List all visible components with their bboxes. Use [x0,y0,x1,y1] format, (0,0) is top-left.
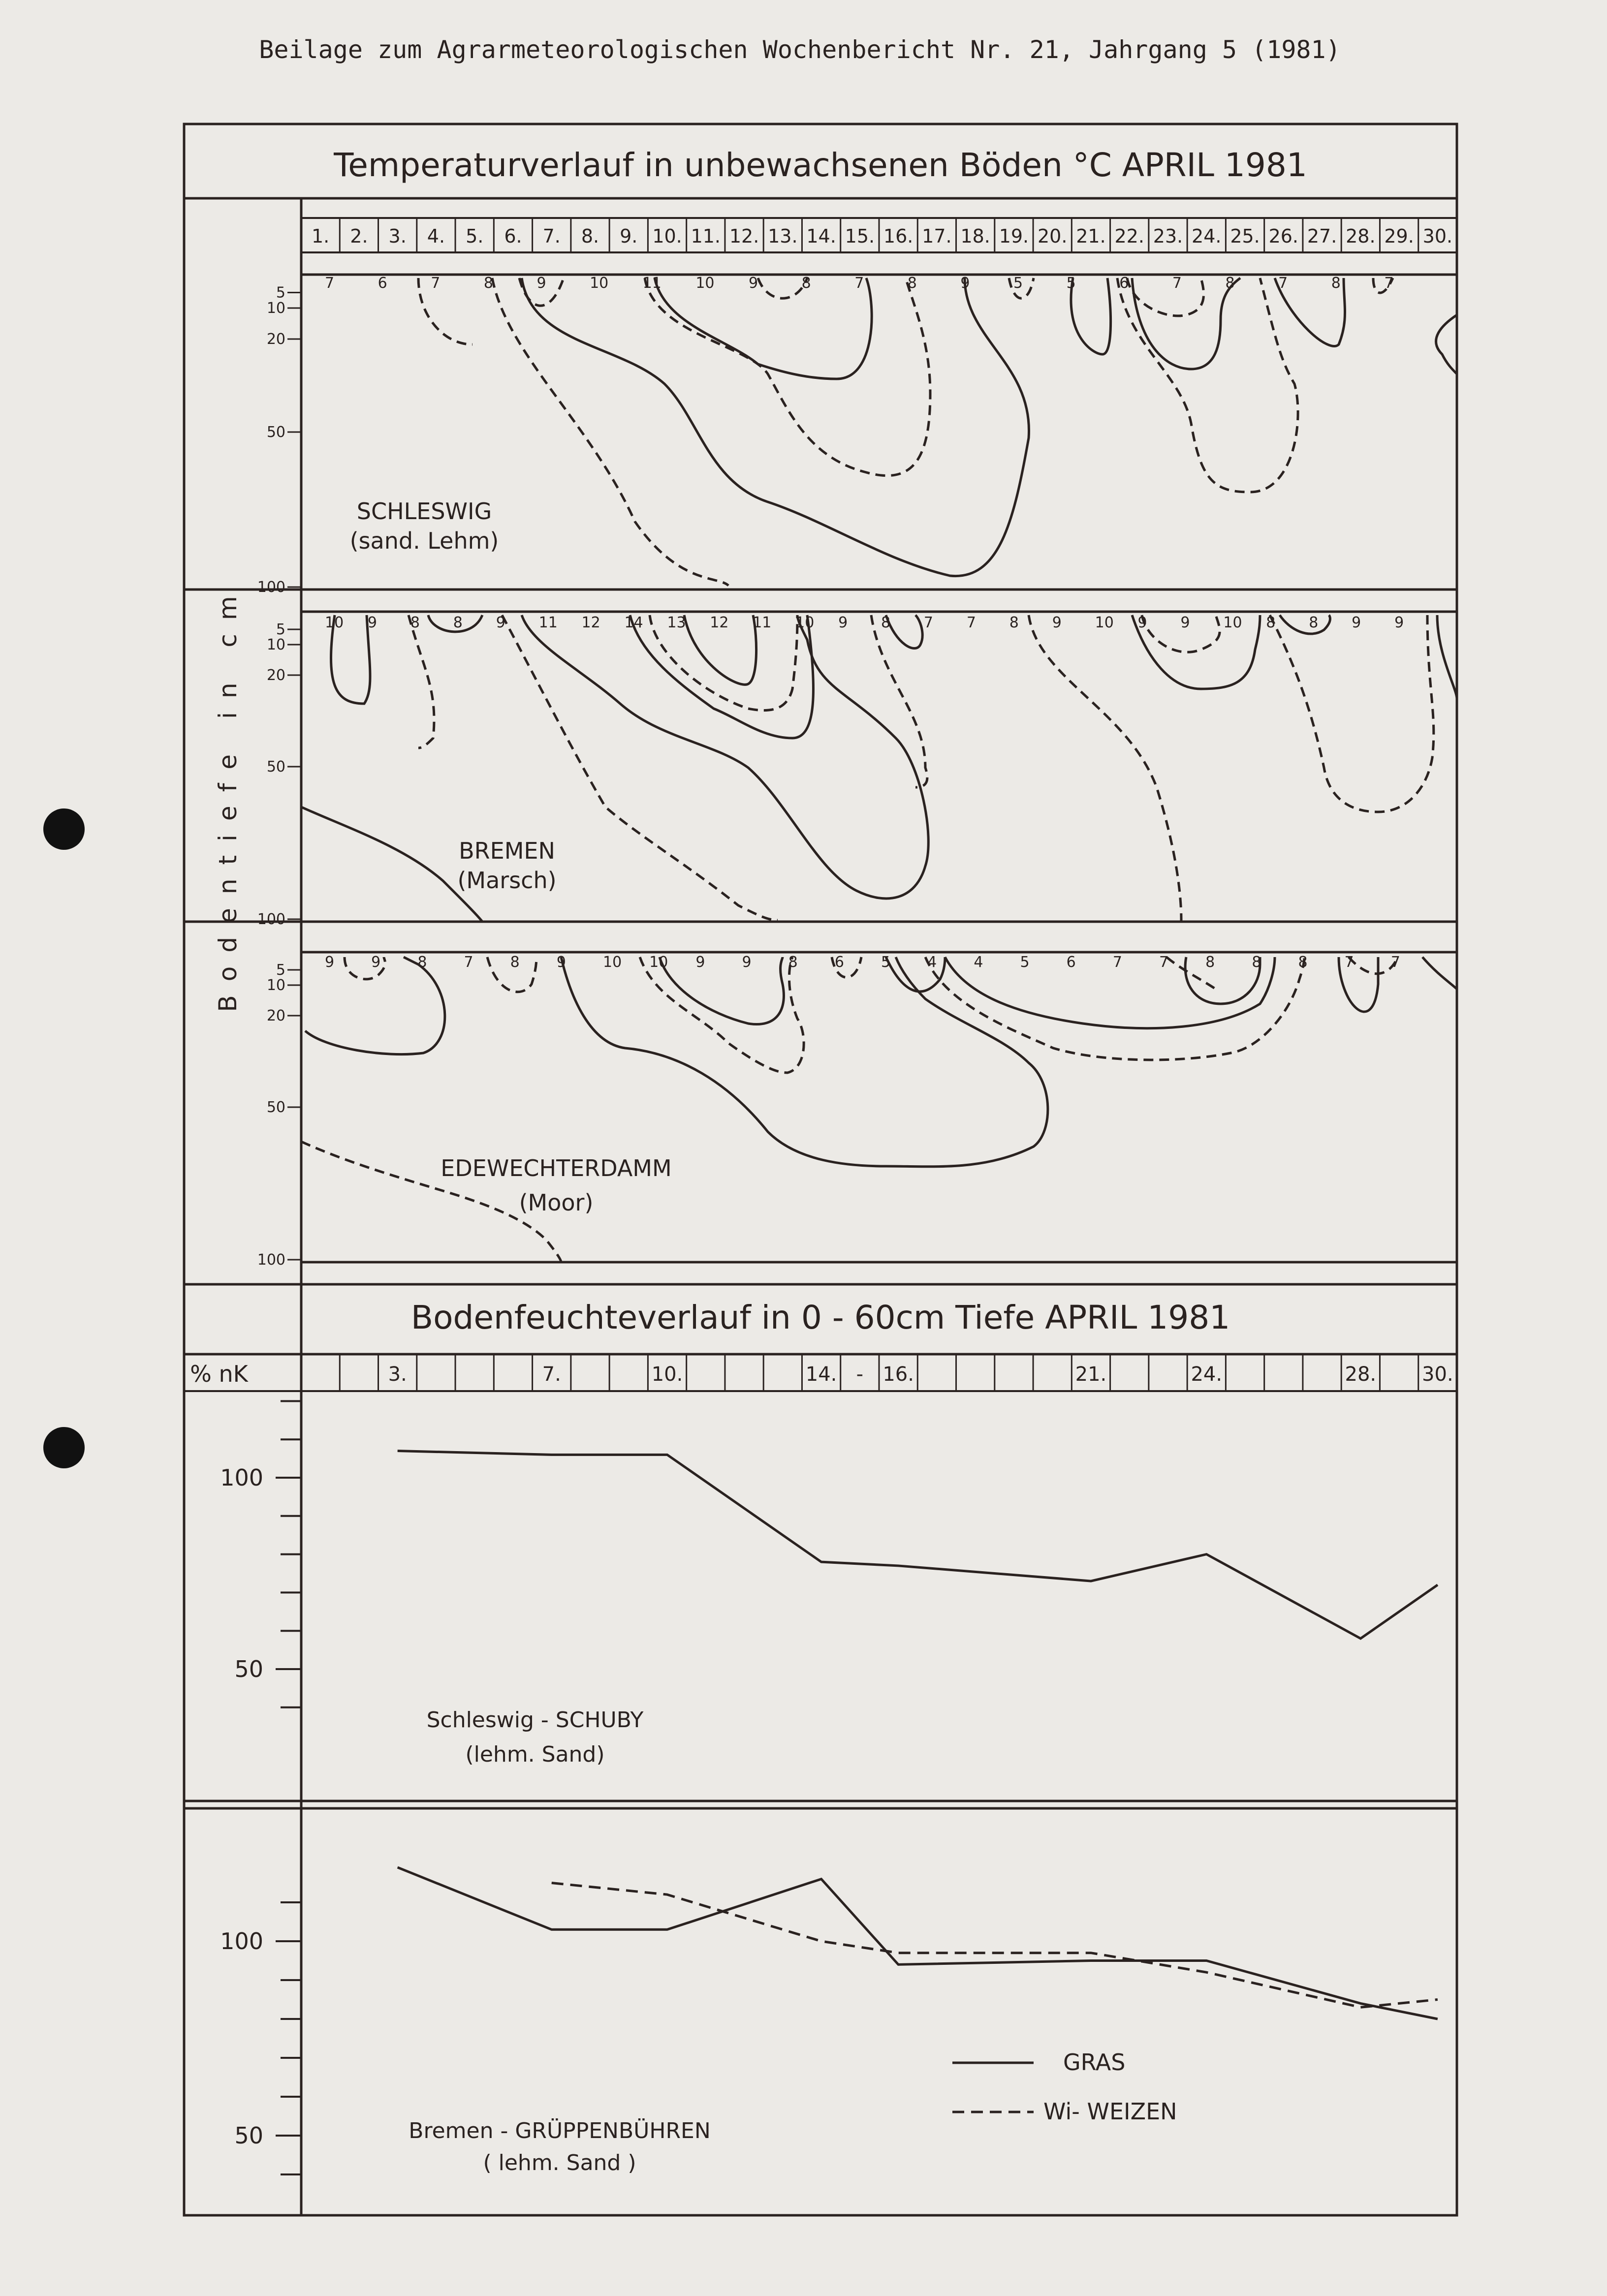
day-label: 20. [1038,225,1067,247]
isotherm-value-label: 8 [410,614,420,631]
depth-tick-label: 10 [267,300,285,317]
day-label: 25. [1230,225,1260,247]
isotherm-value-label: 7 [464,954,473,971]
depth-tick-label: 20 [267,331,285,348]
legend-solid-label: GRAS [1063,2049,1125,2076]
isotherm-value-label: 7 [1345,954,1354,971]
day-label: 7. [543,225,561,247]
moisture-title: Bodenfeuchteverlauf in 0 - 60cm Tiefe APRIL 1981 [411,1299,1230,1336]
depth-ticks [257,284,301,1269]
isotherm-value-label: 10 [795,614,814,631]
isotherm-value-label: 8 [908,275,917,292]
isotherm-value-label: 5 [1013,275,1023,292]
isotherm-value-label: 9 [749,275,758,292]
isotherm-value-label: 10 [695,275,714,292]
isotherm-value-label: 8 [1252,954,1261,971]
day-label: 9. [620,225,637,247]
isotherm-value-label: 9 [1352,614,1361,631]
isotherm-value-label: 8 [1205,954,1215,971]
isotherm-value-label: 9 [695,954,705,971]
isotherm-value-label: 7 [924,614,933,631]
depth-tick-label: 10 [267,977,285,994]
isotherm-value-label: 6 [1119,275,1129,292]
isotherm-value-label: 9 [742,954,752,971]
day-label: 12. [729,225,759,247]
moisture-day-label: 10. [652,1363,683,1386]
isotherm-value-label: 13 [667,614,686,631]
day-label: 14. [806,225,836,247]
isotherm-value-label: 6 [835,954,844,971]
panel-station-name: SCHLESWIG [357,498,492,525]
panel-station-name: BREMEN [459,838,555,864]
moisture-plot-bremen [220,1867,1438,2174]
depth-tick-label: 50 [267,424,285,441]
punch-hole [43,808,85,850]
day-label: 10. [652,225,682,247]
moisture-plot-schleswig [220,1401,1438,1707]
isotherm-value-label: 4 [927,954,937,971]
panel-soil-type: (Moor) [519,1189,594,1216]
y-tick-label: 50 [234,2122,263,2149]
moisture-day-label: 30. [1422,1363,1453,1386]
depth-tick-label: 5 [276,284,285,302]
day-label: 22. [1115,225,1144,247]
day-labels [312,218,1452,252]
moisture-day-label: - [856,1363,863,1386]
day-label: 4. [427,225,445,247]
panel-edewechterdamm [301,952,1457,1262]
isotherm-value-label: 10 [649,954,668,971]
panel-soil-type: (sand. Lehm) [350,527,499,554]
depth-tick-label: 50 [267,1099,285,1116]
day-label: 15. [845,225,875,247]
isotherm-value-label: 9 [557,954,566,971]
day-label: 27. [1307,225,1337,247]
isotherm-value-label: 8 [1009,614,1019,631]
station-name: Schleswig - SCHUBY [427,1707,644,1733]
moisture-day-label: 28. [1345,1363,1377,1386]
isotherm-value-label: 8 [1266,614,1275,631]
isotherm-value-label: 11 [539,614,558,631]
soil-type: (lehm. Sand) [465,1742,604,1767]
moisture-day-label: 16. [882,1363,914,1386]
isotherm-value-label: 7 [1384,275,1393,292]
isotherm-value-label: 7 [1159,954,1168,971]
isotherm-value-label: 10 [1223,614,1242,631]
isotherm-contours [301,278,1457,1262]
punch-hole [43,1427,85,1468]
isotherm-value-label: 8 [881,614,890,631]
isotherm-value-label: 8 [1226,275,1235,292]
isotherm-value-label: 12 [710,614,728,631]
depth-tick-label: 100 [257,1251,285,1269]
y-tick-label: 100 [220,1464,263,1491]
isotherm-value-label: 6 [1067,954,1076,971]
report-header: Beilage zum Agrarmeteorologischen Wochenbericht Nr. 21, Jahrgang 5 (1981) [259,35,1341,64]
isotherm-value-label: 8 [1331,275,1341,292]
moisture-day-label: 7. [542,1363,561,1386]
day-label: 11. [691,225,721,247]
moisture-day-label: 3. [388,1363,407,1386]
isotherm-value-label: 7 [1172,275,1182,292]
day-label: 2. [350,225,368,247]
isotherm-value-label: 9 [960,275,970,292]
isotherm-value-label: 9 [838,614,848,631]
day-label: 24. [1192,225,1221,247]
day-label: 30. [1423,225,1452,247]
series-line-gras [398,1867,1438,2019]
isotherm-value-label: 6 [378,275,387,292]
isotherm-value-label: 7 [431,275,440,292]
isotherm-value-label: 9 [371,954,380,971]
depth-tick-label: 20 [267,1007,285,1024]
isotherm-value-label: 8 [1309,614,1318,631]
isotherm-value-label: 7 [1391,954,1400,971]
isotherm-value-label: 9 [1394,614,1404,631]
panel-soil-type: (Marsch) [457,867,556,894]
day-label: 5. [466,225,483,247]
isotherm-value-label: 8 [1298,954,1308,971]
isotherm-value-label: 5 [1020,954,1030,971]
isotherm-value-label: 9 [496,614,505,631]
isotherm-value-label: 11 [643,275,662,292]
isotherm-value-label: 8 [510,954,520,971]
isotherm-value-label: 9 [1138,614,1147,631]
isotherm-value-label: 4 [974,954,983,971]
isotherm-value-label: 9 [1052,614,1062,631]
isotherm-value-label: 7 [325,275,334,292]
isotherm-value-label: 12 [582,614,600,631]
day-label: 13. [768,225,797,247]
isotherm-value-label: 7 [1113,954,1122,971]
isotherm-value-label: 7 [967,614,976,631]
isotherm-value-label: 11 [753,614,771,631]
day-label: 23. [1153,225,1183,247]
isotherm-value-label: 9 [325,954,334,971]
day-label: 29. [1384,225,1414,247]
series-line-gras [398,1451,1438,1639]
temperature-title: Temperaturverlauf in unbewachsenen Böden °C APRIL 1981 [333,146,1307,184]
isotherm-value-label: 5 [1067,275,1076,292]
isotherm-value-label: 7 [1278,275,1288,292]
temperature-panel-labels [325,275,1404,1216]
day-label: 17. [922,225,951,247]
depth-tick-label: 20 [267,667,285,684]
depth-tick-label: 100 [257,579,285,596]
depth-tick-label: 50 [267,758,285,776]
isotherm-value-label: 9 [1180,614,1190,631]
isotherm-value-label: 5 [881,954,890,971]
depth-tick-label: 100 [257,911,285,928]
day-label: 28. [1346,225,1375,247]
moisture-day-label: 21. [1075,1363,1107,1386]
depth-tick-label: 5 [276,621,285,638]
isotherm-value-label: 10 [1095,614,1114,631]
soil-type: ( lehm. Sand ) [483,2150,636,2175]
isotherm-value-label: 7 [854,275,864,292]
y-tick-label: 100 [220,1928,263,1955]
y-tick-label: 50 [234,1656,263,1682]
legend-dashed-label: Wi- WEIZEN [1043,2098,1177,2125]
unit-label: % nK [190,1361,249,1387]
isotherm-value-label: 8 [417,954,427,971]
isotherm-value-label: 8 [802,275,811,292]
depth-tick-label: 10 [267,636,285,653]
day-label: 16. [883,225,913,247]
moisture-day-labels [301,1354,1453,1391]
day-label: 8. [581,225,599,247]
isotherm-value-label: 9 [536,275,546,292]
isotherm-value-label: 9 [368,614,377,631]
day-label: 6. [504,225,522,247]
panel-station-name: EDEWECHTERDAMM [441,1155,671,1181]
moisture-day-label: 24. [1191,1363,1222,1386]
day-label: 3. [389,225,407,247]
isotherm-value-label: 8 [453,614,463,631]
day-label: 26. [1269,225,1298,247]
isotherm-value-label: 8 [788,954,798,971]
depth-tick-label: 5 [276,962,285,979]
moisture-day-label: 14. [806,1363,837,1386]
day-label: 18. [960,225,990,247]
day-label: 21. [1076,225,1105,247]
day-label: 1. [312,225,329,247]
station-name: Bremen - GRÜPPENBÜHREN [409,2118,710,2143]
isotherm-value-label: 14 [624,614,643,631]
isotherm-value-label: 10 [603,954,622,971]
day-label: 19. [999,225,1029,247]
depth-axis-label: Bodentiefe in cm [214,582,242,1012]
isotherm-value-label: 10 [590,275,608,292]
isotherm-value-label: 8 [484,275,493,292]
isotherm-value-label: 10 [325,614,344,631]
